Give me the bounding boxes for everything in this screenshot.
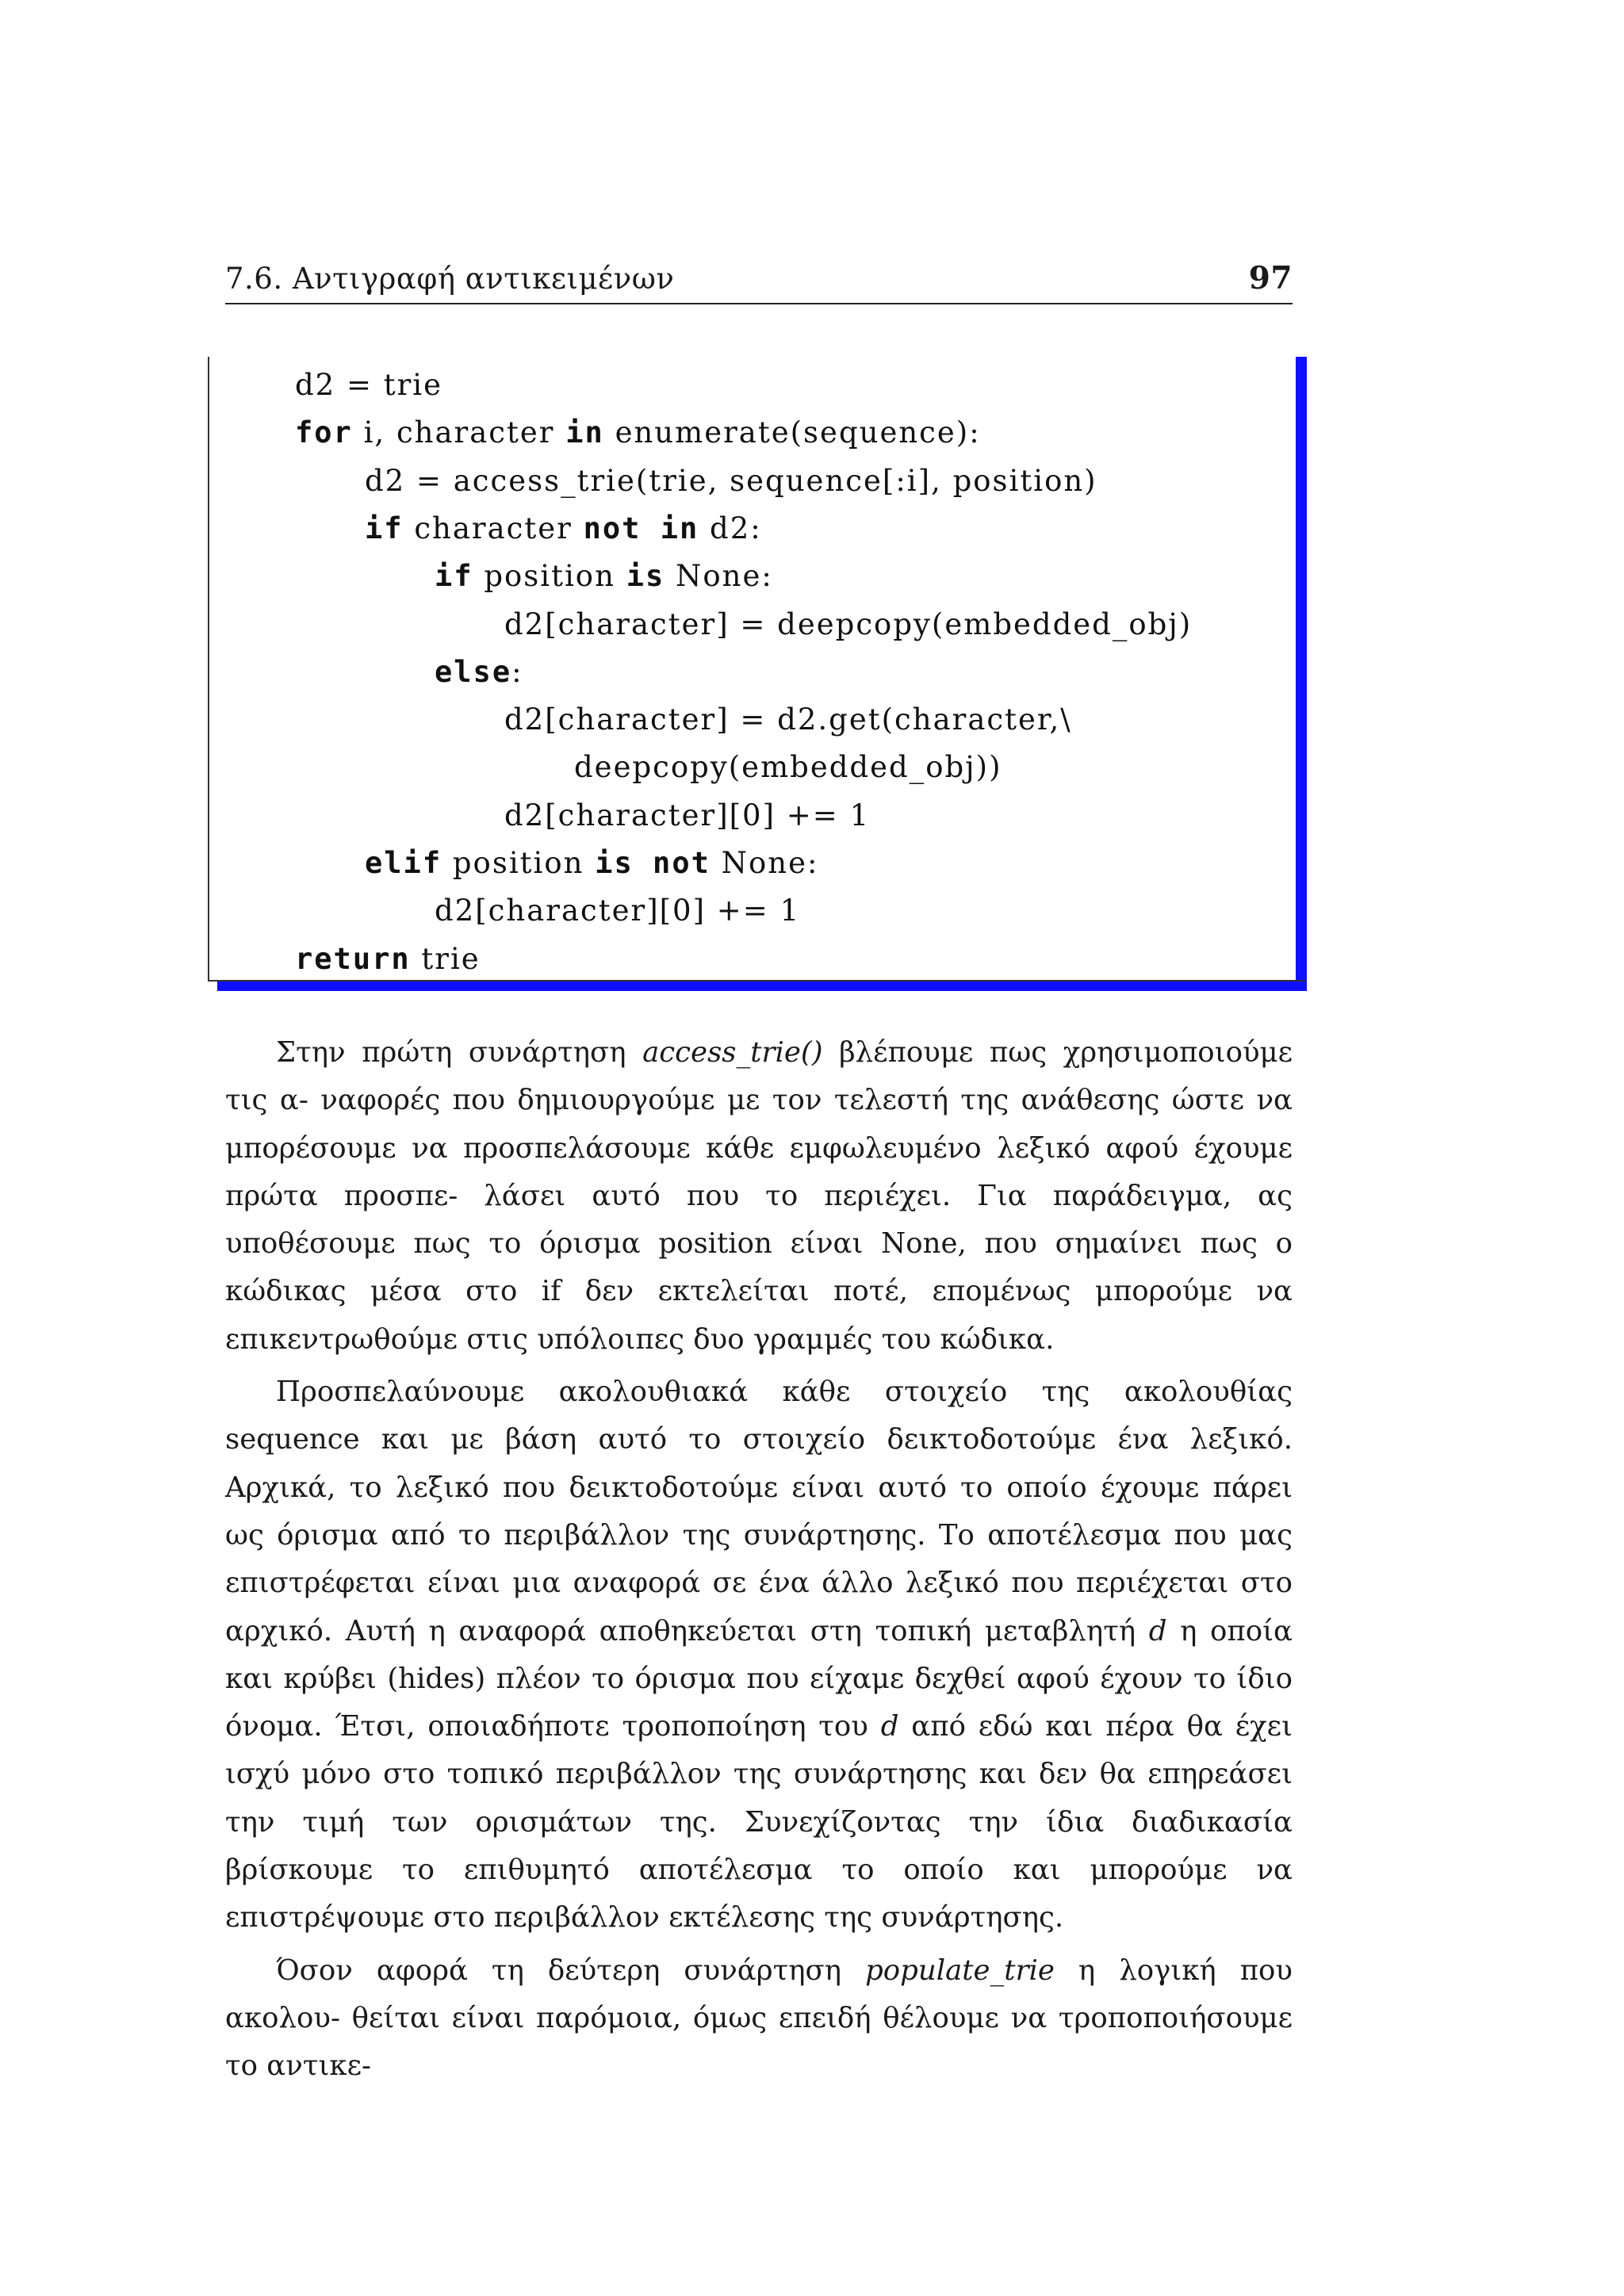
- code-line: [435, 559, 773, 593]
- code-line: [365, 511, 762, 545]
- code-line: [365, 846, 819, 880]
- frame-bottom-border: [208, 980, 1305, 982]
- code-line: [504, 798, 870, 832]
- code-keyword: is not: [595, 846, 710, 880]
- code-text: d2[character] = d2.get(character,\: [504, 702, 1072, 737]
- code-keyword: not in: [583, 511, 699, 545]
- code-listing-frame: [208, 357, 1305, 988]
- code-line: [574, 750, 1002, 784]
- body-text: [225, 1029, 1293, 2091]
- code-line: [435, 655, 523, 689]
- code-text: position: [442, 846, 596, 880]
- paragraph-text: βλέπουμε πως χρησιμοποιούμε τις α- ναφορές που δημιουργούμε με τον τελεστή της ανάθεσης ώστε να μπορέσουμε να προσπελάσουμε κάθε εμφωλευμένο λεξικό αφού έχουμε πρώτα προσπε- λάσει αυτό που το περιέχει. Για παράδειγμα, ας υποθέσουμε πως το όρισμα position είναι None, που σημαίνει πως ο κώδικας μέσα στο if δεν εκτελείται ποτέ, επομένως μπορούμε να επικεντρωθούμε στις υπόλοιπες δυο γραμμές του κώδικα.: [225, 1036, 1293, 1356]
- paragraph-text: Προσπελαύνουμε ακολουθιακά κάθε στοιχείο της ακολουθίας sequence και με βάση αυτό το στοιχείο δεικτοδοτούμε ένα λεξικό. Αρχικά, το λεξικό που δεικτοδοτούμε είναι αυτό το οποίο έχουμε πάρει ως όρισμα από το περιβάλλον της συνάρτησης. Το αποτέλεσμα που μας επιστρέφεται είναι μια αναφορά σε ένα άλλο λεξικό που περιέχεται στο αρχικό. Αυτή η αναφορά αποθηκεύεται στη τοπική μεταβλητή: [225, 1376, 1293, 1647]
- code-text: None:: [710, 846, 819, 880]
- code-text: d2[character][0] += 1: [435, 894, 801, 928]
- code-line: [504, 702, 1072, 737]
- paragraph-text: Στην πρώτη συνάρτηση: [276, 1036, 643, 1069]
- code-line: [365, 464, 1097, 498]
- code-text: character: [403, 511, 584, 545]
- code-text: enumerate(sequence):: [603, 415, 981, 450]
- code-text: trie: [410, 941, 481, 976]
- section-title: 7.6. Αντιγραφή αντικειμένων: [225, 262, 675, 296]
- code-keyword: is: [626, 559, 665, 594]
- running-header: [225, 255, 1293, 304]
- code-text: d2[character][0] += 1: [504, 798, 871, 832]
- code-keyword: else: [435, 654, 512, 689]
- code-keyword: return: [295, 941, 411, 976]
- code-line: [295, 942, 481, 976]
- emphasized-term: d: [1148, 1614, 1167, 1647]
- paragraph-text: η λογική που ακολου- θείται είναι παρόμοια, όμως επειδή θέλουμε να τροποποιήσουμε το αντικε-: [225, 1954, 1293, 2083]
- frame-left-border: [208, 357, 209, 982]
- code-text: d2:: [699, 511, 762, 545]
- page-number: 97: [1248, 260, 1293, 297]
- paragraph: [225, 1947, 1293, 2091]
- paragraph-text: η οποία και κρύβει (hides) πλέον το όρισμα που είχαμε δεχθεί αφού έχουν το ίδιο όνομα. Έτσι, οποιαδήποτε τροποποίηση του: [225, 1614, 1293, 1743]
- code-line: [504, 607, 1192, 641]
- code-keyword: elif: [365, 846, 442, 880]
- paragraph-text: Όσον αφορά τη δεύτερη συνάρτηση: [276, 1954, 866, 1987]
- paragraph: [225, 1029, 1293, 1364]
- frame-shadow-right: [1296, 357, 1307, 991]
- code-text: d2[character] = deepcopy(embedded_obj): [504, 607, 1193, 641]
- code-keyword: if: [435, 559, 473, 594]
- paragraph: [225, 1368, 1293, 1942]
- emphasized-term: populate_trie: [865, 1954, 1055, 1987]
- code-text: deepcopy(embedded_obj)): [574, 750, 1002, 785]
- code-keyword: for: [295, 415, 353, 450]
- emphasized-term: d: [880, 1710, 899, 1743]
- code-text: d2 = trie: [295, 368, 443, 402]
- paragraph-text: από εδώ και πέρα θα έχει ισχύ μόνο στο τοπικό περιβάλλον της συνάρτησης και δεν θα επηρεάσει την τιμή των ορισμάτων της. Συνεχίζοντας την ίδια διαδικασία βρίσκουμε το επιθυμητό αποτέλεσμα το οποίο και μπορούμε να επιστρέψουμε στο περιβάλλον εκτέλεσης της συνάρτησης.: [225, 1710, 1293, 1934]
- code-line: [295, 415, 981, 450]
- code-keyword: if: [365, 511, 404, 545]
- code-text: position: [473, 559, 626, 594]
- emphasized-term: access_trie(): [642, 1036, 823, 1069]
- code-line: [435, 894, 800, 928]
- code-text: None:: [665, 559, 773, 594]
- frame-shadow-bottom: [217, 982, 1307, 991]
- code-text: d2 = access_trie(trie, sequence[:i], position): [365, 463, 1097, 498]
- code-line: [295, 368, 442, 402]
- code-text: :: [511, 654, 523, 689]
- code-keyword: in: [565, 415, 604, 450]
- code-text: i, character: [352, 415, 566, 450]
